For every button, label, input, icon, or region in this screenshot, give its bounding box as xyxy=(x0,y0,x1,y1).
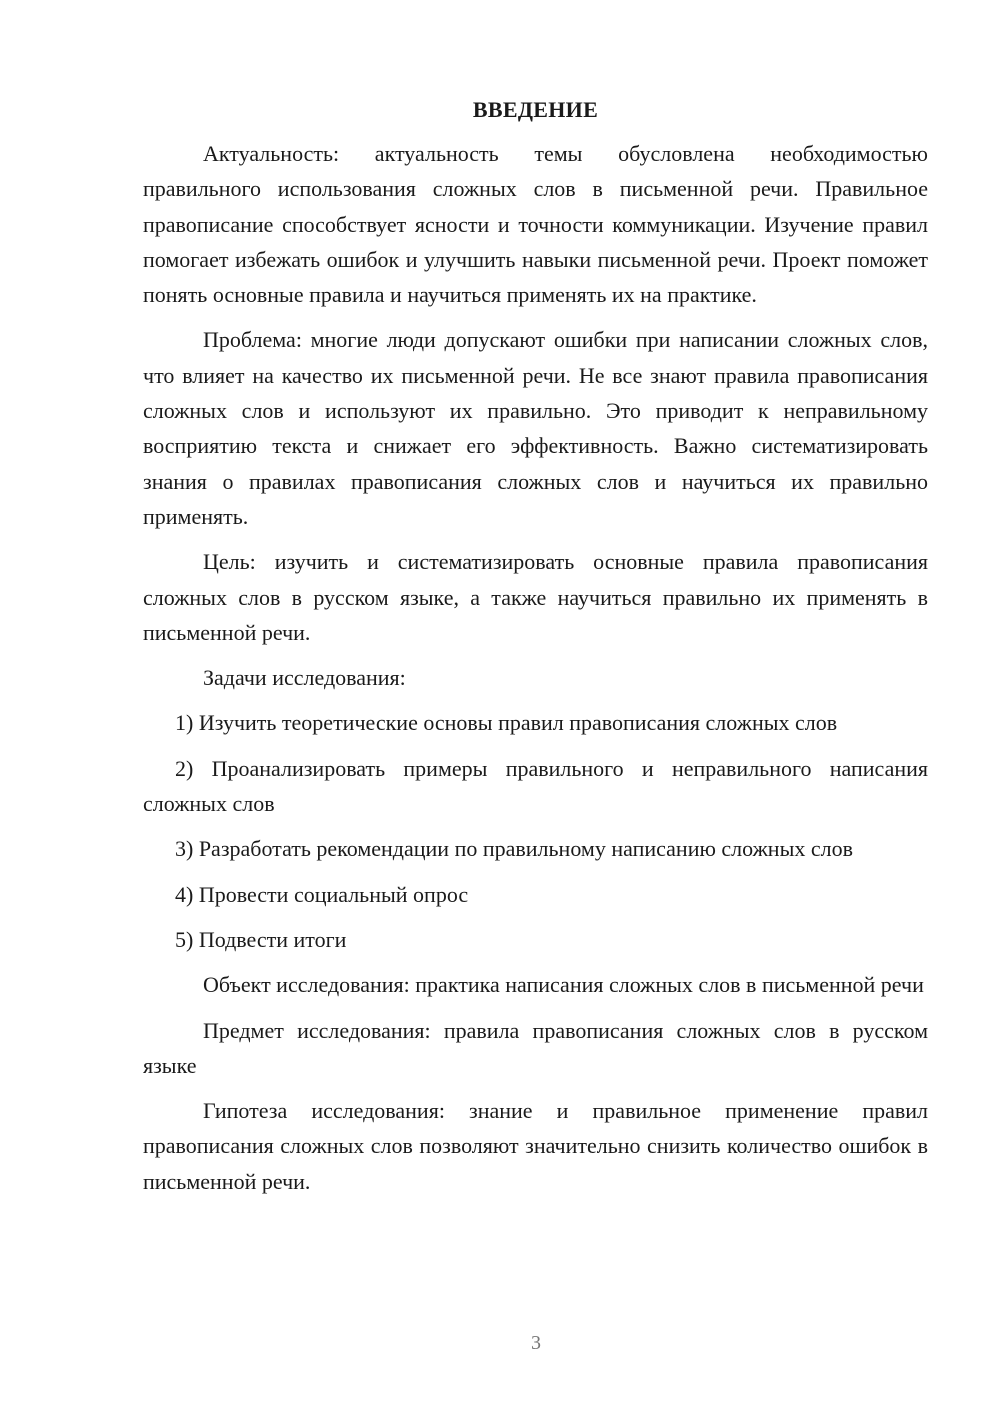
tasks-heading: Задачи исследования: xyxy=(203,665,406,691)
task-item-3: 3) Разработать рекомендации по правильному написанию сложных слов xyxy=(175,836,853,862)
task-item-1: 1) Изучить теоретические основы правил правописания сложных слов xyxy=(175,710,838,736)
task-item-2: 2) Проанализировать примеры правильного и неправильного написания сложных слов xyxy=(143,755,928,817)
relevance-paragraph: Актуальность: актуальность темы обусловлена необходимостью правильного использования сложных слов в письменной речи. Правильное правописание способствует ясности и точности коммуникации. Изучение правил помогает избежать ошибок и улучшить навыки письменной речи. Проект поможет понять основные правила и научиться применять их на практике. xyxy=(143,141,928,308)
problem-paragraph: Проблема: многие люди допускают ошибки при написании сложных слов, что влияет на качество их письменной речи. Не все знают правила правописания сложных слов и используют их правильно. Это приводит к неправильному восприятию текста и снижает его эффективность. Важно систематизировать знания о правилах правописания сложных слов и научиться их правильно применять. xyxy=(143,327,928,529)
section-title: ВВЕДЕНИЕ xyxy=(472,97,599,122)
subject-paragraph: Предмет исследования: правила правописания сложных слов в русском языке xyxy=(143,1017,928,1078)
hypothesis-paragraph: Гипотеза исследования: знание и правильное применение правил правописания сложных слов позволяют значительно снизить количество ошибок в письменной речи. xyxy=(143,1098,928,1194)
document-page xyxy=(143,92,928,1209)
object-paragraph: Объект исследования: практика написания сложных слов в письменной речи xyxy=(203,972,924,998)
page-number: 3 xyxy=(531,1332,541,1354)
task-item-5: 5) Подвести итоги xyxy=(175,926,347,952)
goal-paragraph: Цель: изучить и систематизировать основные правила правописания сложных слов в русском языке, а также научиться правильно их применять в письменной речи. xyxy=(143,549,928,645)
task-item-4: 4) Провести социальный опрос xyxy=(175,881,469,907)
